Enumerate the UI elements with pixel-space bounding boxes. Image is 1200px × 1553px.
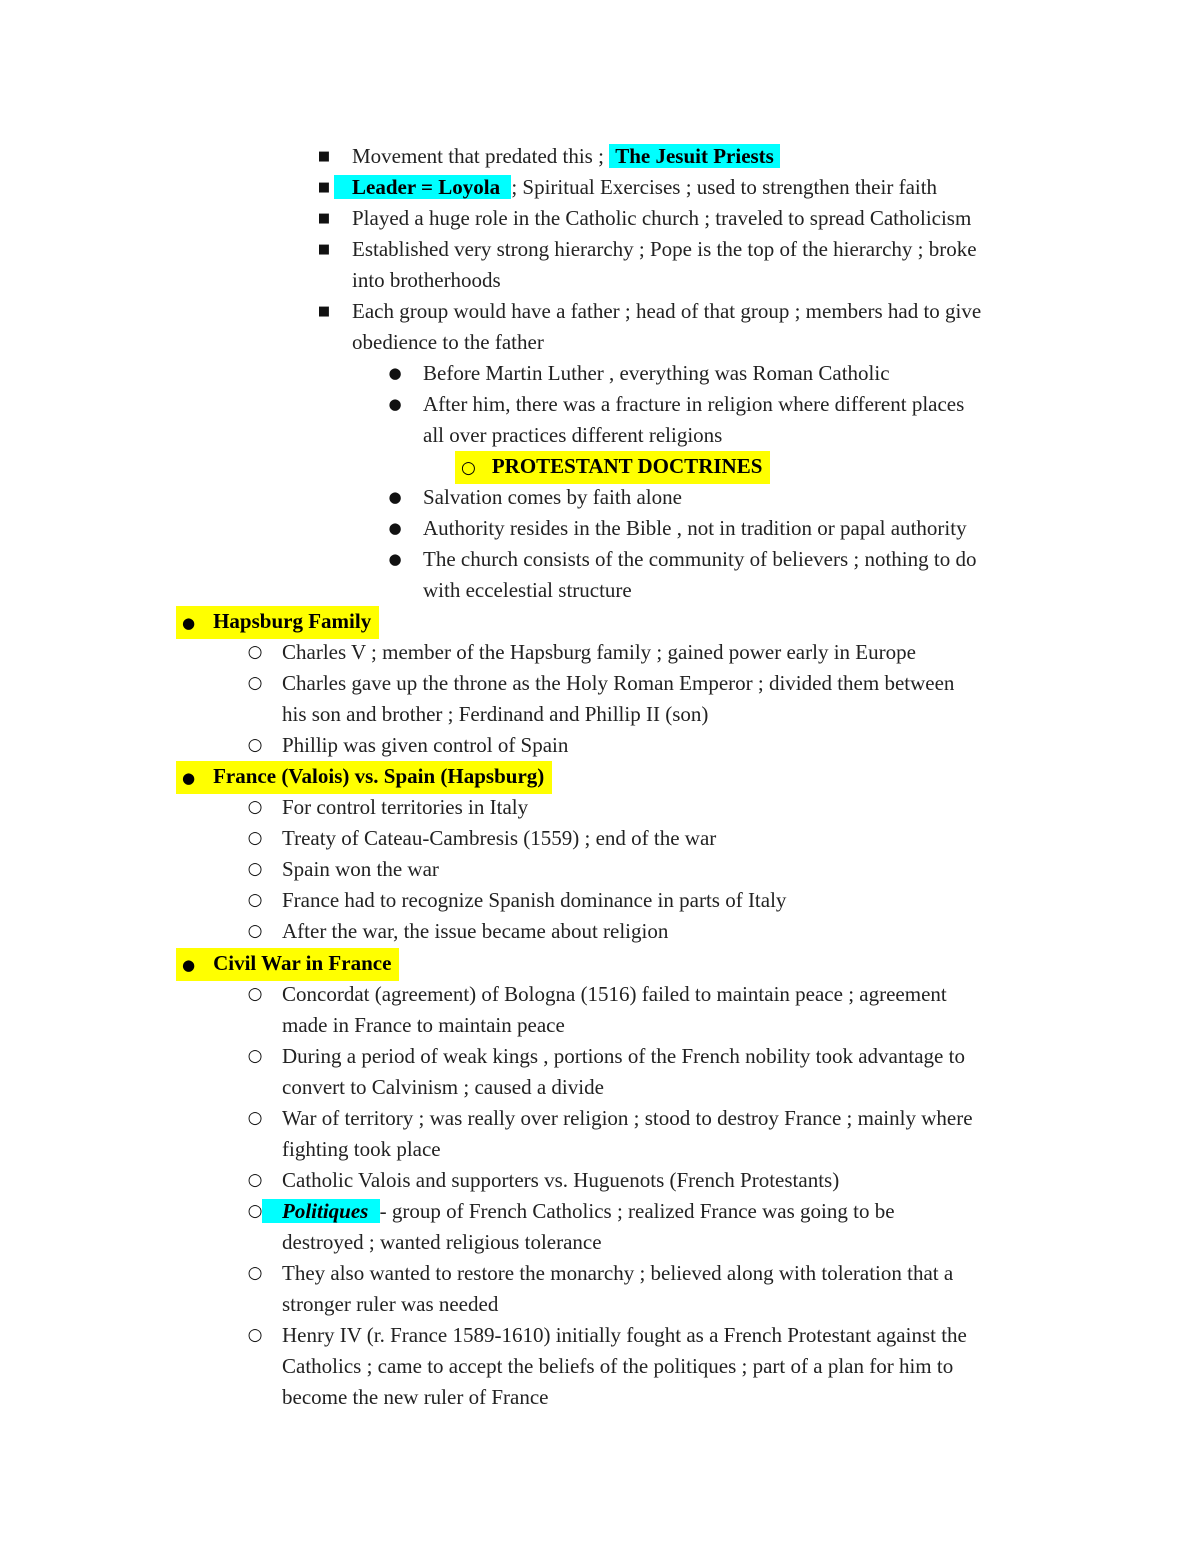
dot-bullet-icon: ● [388, 364, 402, 382]
section-heading: Civil War in France [213, 951, 392, 975]
ring-bullet-icon: ○ [247, 642, 263, 662]
section-heading: Hapsburg Family [213, 609, 372, 633]
section-heading: France (Valois) vs. Spain (Hapsburg) [213, 764, 545, 788]
list-item-text: Spain won the war [282, 857, 439, 881]
ring-bullet-icon: ○ [247, 984, 263, 1004]
highlighted-term: The Jesuit Priests [609, 144, 780, 168]
list-item-text: Concordat (agreement) of Bologna (1516) failed to maintain peace ; agreement [282, 982, 947, 1006]
list-item-text: Catholic Valois and supporters vs. Huguenots (French Protestants) [282, 1168, 840, 1192]
ring-bullet-icon: ○ [247, 859, 263, 879]
list-item-text: with eccelestial structure [423, 578, 632, 602]
square-bullet-icon: ■ [317, 180, 331, 195]
ring-bullet-icon: ○ [461, 458, 476, 478]
list-item-text: The church consists of the community of believers ; nothing to do [423, 547, 977, 571]
section-heading: PROTESTANT DOCTRINES [491, 454, 763, 478]
list-item-text: fighting took place [282, 1137, 441, 1161]
dot-bullet-icon: ● [388, 550, 402, 568]
ring-bullet-icon: ○ [247, 1325, 263, 1345]
list-item-text: into brotherhoods [352, 268, 501, 292]
dot-bullet-icon: ● [182, 956, 196, 974]
list-item-text: Phillip was given control of Spain [282, 733, 569, 757]
ring-bullet-icon: ○ [247, 735, 263, 755]
ring-bullet-icon: ○ [247, 1201, 263, 1221]
list-item-text: - group of French Catholics ; realized France was going to be [379, 1199, 895, 1223]
list-item-text: obedience to the father [352, 330, 544, 354]
list-item-text: After him, there was a fracture in religion where different places [423, 392, 965, 416]
dot-bullet-icon: ● [388, 395, 402, 413]
list-item-text: Authority resides in the Bible , not in tradition or papal authority [423, 516, 967, 540]
list-item-text: his son and brother ; Ferdinand and Phillip II (son) [282, 702, 709, 726]
list-item-text: During a period of weak kings , portions of the French nobility took advantage to [282, 1044, 965, 1068]
ring-bullet-icon: ○ [247, 1263, 263, 1283]
list-item-text: Movement that predated this ; [352, 144, 610, 168]
list-item-text: Henry IV (r. France 1589-1610) initially fought as a French Protestant against the [282, 1323, 967, 1347]
highlighted-term: Leader = Loyola [334, 175, 511, 199]
square-bullet-icon: ■ [317, 242, 331, 257]
list-item-text: all over practices different religions [423, 423, 723, 447]
ring-bullet-icon: ○ [247, 921, 263, 941]
list-item-text: Catholics ; came to accept the beliefs of the politiques ; part of a plan for him to [282, 1354, 954, 1378]
list-item-text: destroyed ; wanted religious tolerance [282, 1230, 602, 1254]
highlighted-term: Politiques [262, 1199, 380, 1223]
list-item-text: France had to recognize Spanish dominance in parts of Italy [282, 888, 787, 912]
list-item-text: Established very strong hierarchy ; Pope is the top of the hierarchy ; broke [352, 237, 977, 261]
list-item-text: Played a huge role in the Catholic church ; traveled to spread Catholicism [352, 206, 972, 230]
ring-bullet-icon: ○ [247, 1046, 263, 1066]
list-item-text: stronger ruler was needed [282, 1292, 499, 1316]
ring-bullet-icon: ○ [247, 890, 263, 910]
list-item-text: made in France to maintain peace [282, 1013, 565, 1037]
list-item-text: Treaty of Cateau-Cambresis (1559) ; end of the war [282, 826, 717, 850]
list-item-text: Salvation comes by faith alone [423, 485, 682, 509]
ring-bullet-icon: ○ [247, 673, 263, 693]
ring-bullet-icon: ○ [247, 1108, 263, 1128]
ring-bullet-icon: ○ [247, 797, 263, 817]
list-item-text: They also wanted to restore the monarchy ; believed along with toleration that a [282, 1261, 954, 1285]
list-item-text: Charles V ; member of the Hapsburg family ; gained power early in Europe [282, 640, 916, 664]
list-item-text: War of territory ; was really over religion ; stood to destroy France ; mainly where [282, 1106, 973, 1130]
ring-bullet-icon: ○ [247, 1170, 263, 1190]
dot-bullet-icon: ● [388, 519, 402, 537]
list-item-text: convert to Calvinism ; caused a divide [282, 1075, 604, 1099]
dot-bullet-icon: ● [182, 769, 196, 787]
list-item-text: Before Martin Luther , everything was Roman Catholic [423, 361, 890, 385]
list-item-text: Charles gave up the throne as the Holy Roman Emperor ; divided them between [282, 671, 955, 695]
list-item-text: ; Spiritual Exercises ; used to strengthen their faith [511, 175, 938, 199]
square-bullet-icon: ■ [317, 211, 331, 226]
list-item-text: become the new ruler of France [282, 1385, 549, 1409]
dot-bullet-icon: ● [388, 488, 402, 506]
square-bullet-icon: ■ [317, 304, 331, 319]
list-item-text: After the war, the issue became about religion [282, 919, 669, 943]
list-item-text: Each group would have a father ; head of that group ; members had to give [352, 299, 982, 323]
square-bullet-icon: ■ [317, 149, 331, 164]
list-item-text: For control territories in Italy [282, 795, 529, 819]
ring-bullet-icon: ○ [247, 828, 263, 848]
dot-bullet-icon: ● [182, 614, 196, 632]
